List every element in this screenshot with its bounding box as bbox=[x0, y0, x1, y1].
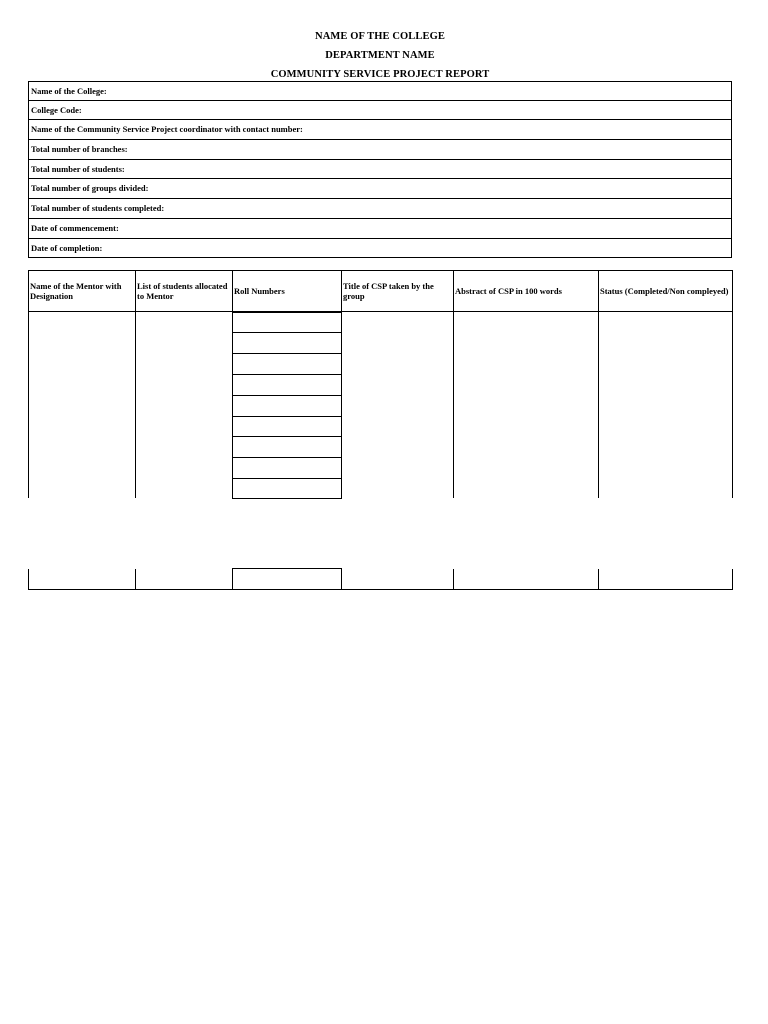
column-header-mentor-label: Name of the Mentor with Designation bbox=[30, 281, 122, 301]
column-divider bbox=[732, 312, 733, 498]
column-header-status bbox=[598, 270, 733, 312]
column-divider bbox=[598, 569, 599, 590]
roll-number-row-divider bbox=[232, 416, 342, 417]
column-header-students bbox=[135, 270, 233, 312]
column-divider bbox=[135, 569, 136, 590]
column-divider bbox=[28, 569, 29, 590]
info-row-students[interactable]: Total number of students: bbox=[28, 160, 732, 180]
roll-number-row-divider bbox=[232, 436, 342, 437]
column-divider bbox=[28, 312, 29, 498]
info-row-completion-date[interactable]: Date of completion: bbox=[28, 239, 732, 259]
info-row-branches[interactable]: Total number of branches: bbox=[28, 140, 732, 160]
info-row-coordinator[interactable]: Name of the Community Service Project coordinator with contact number: bbox=[28, 120, 732, 140]
roll-number-row-divider bbox=[232, 353, 342, 354]
info-row-college-code[interactable]: College Code: bbox=[28, 101, 732, 121]
info-row-commencement-date[interactable]: Date of commencement: bbox=[28, 219, 732, 239]
column-header-roll-numbers bbox=[232, 270, 342, 312]
table-bottom-border bbox=[28, 589, 733, 590]
column-header-students-label: List of students allocated to Mentor bbox=[137, 281, 228, 301]
info-row-students-completed[interactable]: Total number of students completed: bbox=[28, 199, 732, 219]
college-name-heading: NAME OF THE COLLEGE bbox=[315, 31, 445, 42]
roll-number-cells[interactable] bbox=[232, 312, 342, 499]
report-title: COMMUNITY SERVICE PROJECT REPORT bbox=[270, 69, 490, 80]
column-divider bbox=[598, 312, 599, 498]
roll-number-last-cell[interactable] bbox=[232, 568, 342, 590]
column-header-status-label: Status (Completed/Non compleyed) bbox=[600, 286, 729, 296]
info-row-groups[interactable]: Total number of groups divided: bbox=[28, 179, 732, 199]
column-divider bbox=[453, 312, 454, 498]
roll-number-row-divider bbox=[232, 374, 342, 375]
roll-number-row-divider bbox=[232, 457, 342, 458]
column-divider bbox=[135, 312, 136, 498]
roll-number-row-divider bbox=[232, 478, 342, 479]
column-header-mentor bbox=[28, 270, 136, 312]
column-divider bbox=[732, 569, 733, 590]
mentor-table bbox=[28, 270, 733, 591]
column-header-csp-title bbox=[341, 270, 454, 312]
column-header-csp-title-label: Title of CSP taken by the group bbox=[343, 281, 434, 301]
column-header-abstract-label: Abstract of CSP in 100 words bbox=[455, 286, 562, 296]
column-header-abstract bbox=[453, 270, 599, 312]
college-info-table bbox=[28, 81, 732, 258]
info-row-college-name[interactable]: Name of the College: bbox=[28, 81, 732, 101]
column-divider bbox=[453, 569, 454, 590]
roll-number-row-divider bbox=[232, 395, 342, 396]
column-header-roll-numbers-label: Roll Numbers bbox=[234, 286, 285, 296]
department-name-heading: DEPARTMENT NAME bbox=[325, 50, 435, 61]
roll-number-row-divider bbox=[232, 332, 342, 333]
